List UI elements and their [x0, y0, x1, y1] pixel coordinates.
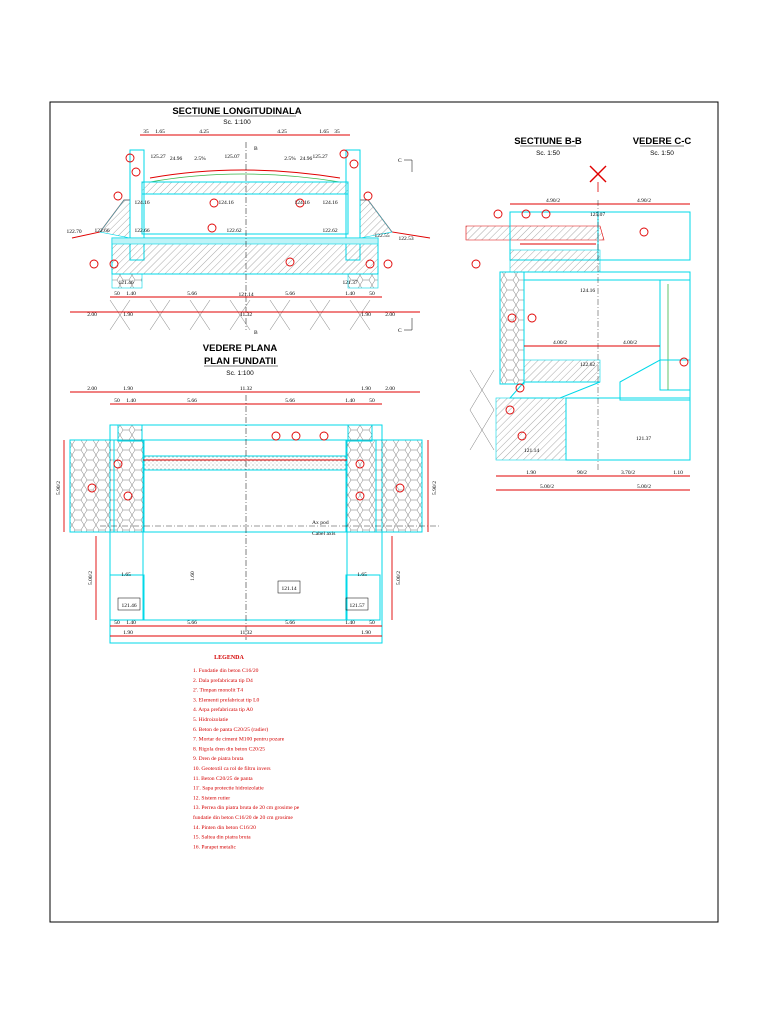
bb-dim-bottom2-1: 5.00/2 [637, 484, 651, 490]
long-level-13: 122.62 [322, 228, 338, 234]
plan-level-right: 121.57 [349, 603, 365, 609]
long-dim-bottom-2: 5.66 [187, 291, 197, 297]
long-level-0: 125.27 [150, 154, 166, 160]
legend-item: 14. Pinten din beton C16/20 [193, 824, 256, 831]
plan-dim-top-3: 1.90 [361, 386, 371, 392]
legend-item: 6. Beton de panta C20/25 (radier) [193, 726, 269, 733]
plan-dim-top2-1: 1.40 [126, 398, 136, 404]
long-level-20: 121.37 [342, 280, 358, 286]
long-level-12: 122.62 [226, 228, 242, 234]
long-level-9: 124.16 [294, 200, 310, 206]
cc-scale: Sc. 1:50 [650, 150, 674, 157]
bb-level-5: 121.37 [636, 436, 652, 442]
long-level-15: 122.66 [94, 228, 110, 234]
long-level-5: 24.96 [299, 156, 313, 162]
plan-dim-165-right: 1.65 [357, 572, 367, 578]
long-dim-top-2: 4.25 [199, 129, 209, 135]
legend-item: 3. Elementi prefabricat tip L0 [193, 697, 260, 704]
long-level-19: 121.14 [238, 292, 254, 298]
plan-dim-bottom-0: 50 [114, 620, 120, 626]
plan-axis-label: Ax pod [312, 520, 329, 526]
bb-mid-dim-1: 4.00/2 [553, 340, 567, 346]
legend-item: 5. Hidroizolatie [193, 717, 229, 723]
plan-dim-165-left: 1.65 [121, 572, 131, 578]
long-level-10: 124.16 [322, 200, 338, 206]
legend-item: 16. Parapet metalic [193, 844, 237, 851]
legend-item: 10. Geotextil ca rol de filtru invers [193, 766, 271, 772]
plan-dim-top-4: 2.00 [385, 386, 395, 392]
plan-dim-bottom-4: 1.40 [345, 620, 355, 626]
legend-item: 15. Saltea din piatra bruta [193, 834, 251, 841]
plan-scale: Sc. 1:100 [226, 370, 254, 377]
plan-dim-top-0: 2.00 [87, 386, 97, 392]
legend-item: 13. Perrea din piatra bruta de 20 cm grosime pe [193, 805, 300, 812]
long-dim-bottom-0: 50 [114, 291, 120, 297]
plan-stone-right [376, 440, 422, 532]
long-level-7: 124.16 [134, 200, 150, 206]
long-dim-top-0: 35 [143, 129, 149, 135]
plan-title-1: VEDERE PLANA [202, 343, 278, 354]
plan-dim-top2-4: 1.40 [345, 398, 355, 404]
plan-dim-bottom-2: 5.66 [187, 620, 197, 626]
legend-item: fundatie din beton C16/20 de 20 cm grosime [193, 815, 293, 821]
plan-side-dim-2: 5.90/2 [432, 481, 438, 495]
long-dim-top-4: 1.65 [319, 129, 329, 135]
section-mark-c-bottom: C [398, 328, 402, 334]
bb-dim-top-0: 4.90/2 [546, 198, 560, 204]
long-level-2: 2.5% [194, 156, 206, 162]
legend-item: 2'. Timpan monolit T4 [193, 687, 244, 694]
plan-side-dim-4: 5.00/2 [396, 571, 402, 585]
plan-dim-160: 1.60 [190, 571, 196, 581]
long-dim-bottom-1: 1.40 [126, 291, 136, 297]
legend-item: 12. Sistem rutier [193, 795, 231, 802]
long-dim-bottom2-2: 11.32 [239, 312, 253, 318]
long-dim-bottom-4: 1.40 [345, 291, 355, 297]
plan-dim-top-1: 1.90 [123, 386, 133, 392]
legend-item: 11'. Sapa protectie hidroizolatie [193, 785, 264, 792]
long-section-title: SECTIUNE LONGITUDINALA [172, 106, 302, 117]
long-dim-bottom2-4: 2.00 [385, 312, 395, 318]
legend-item: 4. Arpa prefabricata tip A0 [193, 707, 253, 714]
legend-item: 1. Fundatie din beton C16/20 [193, 668, 259, 674]
plan-dim-bottom2-1: 11.32 [239, 630, 253, 636]
long-dim-bottom2-1: 1.90 [123, 312, 133, 318]
bb-level-3: 122.62 [580, 362, 596, 368]
legend-item: 11. Beton C20/25 de panta [193, 775, 253, 782]
legend-title: LEGENDA [214, 655, 244, 661]
bb-level-1: 125.07 [590, 212, 606, 218]
long-section-scale: Sc. 1:100 [223, 119, 251, 126]
long-dim-bottom-5: 50 [369, 291, 375, 297]
long-level-14: 122.70 [66, 229, 82, 235]
bb-dim-bottom-2: 3.70/2 [621, 470, 635, 476]
bb-road [466, 226, 604, 240]
bb-level-4: 121.14 [524, 448, 540, 454]
long-level-8: 124.16 [218, 200, 234, 206]
long-level-18: 121.46 [118, 280, 134, 286]
plan-side-dim-1: 5.90/2 [56, 481, 62, 495]
legend-item: 9. Dren de piatra bruta [193, 756, 244, 763]
long-level-4: 2.5% [284, 156, 296, 162]
long-dim-bottom2-0: 2.00 [87, 312, 97, 318]
plan-level-left: 121.46 [121, 603, 137, 609]
bb-scale: Sc. 1:50 [536, 150, 560, 157]
legend-item: 2. Dala prefabricata tip D4 [193, 677, 253, 684]
plan-dim-bottom2-2: 1.90 [361, 630, 371, 636]
plan-dim-bottom-1: 1.40 [126, 620, 136, 626]
long-level-1: 24.96 [169, 156, 183, 162]
plan-dim-top2-0: 50 [114, 398, 120, 404]
long-level-16: 122.55 [374, 233, 390, 239]
deck-slab [142, 182, 348, 194]
plan-stone-left [70, 440, 114, 532]
plan-title-2: PLAN FUNDATII [203, 356, 277, 367]
bb-dim-bottom2-0: 5.00/2 [540, 484, 554, 490]
plan-dim-bottom-5: 50 [369, 620, 375, 626]
plan-dim-bottom-3: 5.66 [285, 620, 295, 626]
long-dim-bottom-3: 5.66 [285, 291, 295, 297]
section-mark-b-bottom: B [254, 330, 258, 336]
plan-dim-bottom2-0: 1.90 [123, 630, 133, 636]
bb-dim-bottom-1: 90/2 [577, 470, 587, 476]
long-dim-top-3: 4.25 [277, 129, 287, 135]
plan-level-mid: 121.14 [281, 586, 297, 592]
bb-dim-bottom-0: 1.90 [526, 470, 536, 476]
legend-item: 8. Rigola dren din beton C20/25 [193, 746, 266, 753]
section-mark-b-top: B [254, 146, 258, 152]
plan-dim-top-2: 11.32 [239, 386, 253, 392]
bb-dim-top-1: 4.90/2 [637, 198, 651, 204]
bb-level-2: 124.16 [580, 288, 596, 294]
section-mark-c-top: C [398, 158, 402, 164]
plan-dim-top2-3: 5.66 [285, 398, 295, 404]
plan-axis-label-2: Cabel axis [312, 531, 336, 537]
bb-dim-bottom-3: 1.10 [673, 470, 683, 476]
long-level-3: 125.07 [224, 154, 240, 160]
plan-dim-top2-5: 50 [369, 398, 375, 404]
long-dim-bottom2-3: 1.90 [361, 312, 371, 318]
long-level-6: 125.27 [312, 154, 328, 160]
legend-item: 7. Mortar de ciment M100 pentru pozare [193, 736, 285, 743]
cc-title: VEDERE C-C [632, 136, 692, 147]
long-dim-top-5: 35 [334, 129, 340, 135]
long-level-17: 122.53 [398, 236, 414, 242]
long-level-11: 122.66 [134, 228, 150, 234]
long-dim-top-1: 1.65 [155, 129, 165, 135]
bb-mid-dim-2: 4.00/2 [623, 340, 637, 346]
plan-side-dim-3: 5.00/2 [88, 571, 94, 585]
bb-title: SECTIUNE B-B [514, 136, 582, 147]
plan-dim-top2-2: 5.66 [187, 398, 197, 404]
